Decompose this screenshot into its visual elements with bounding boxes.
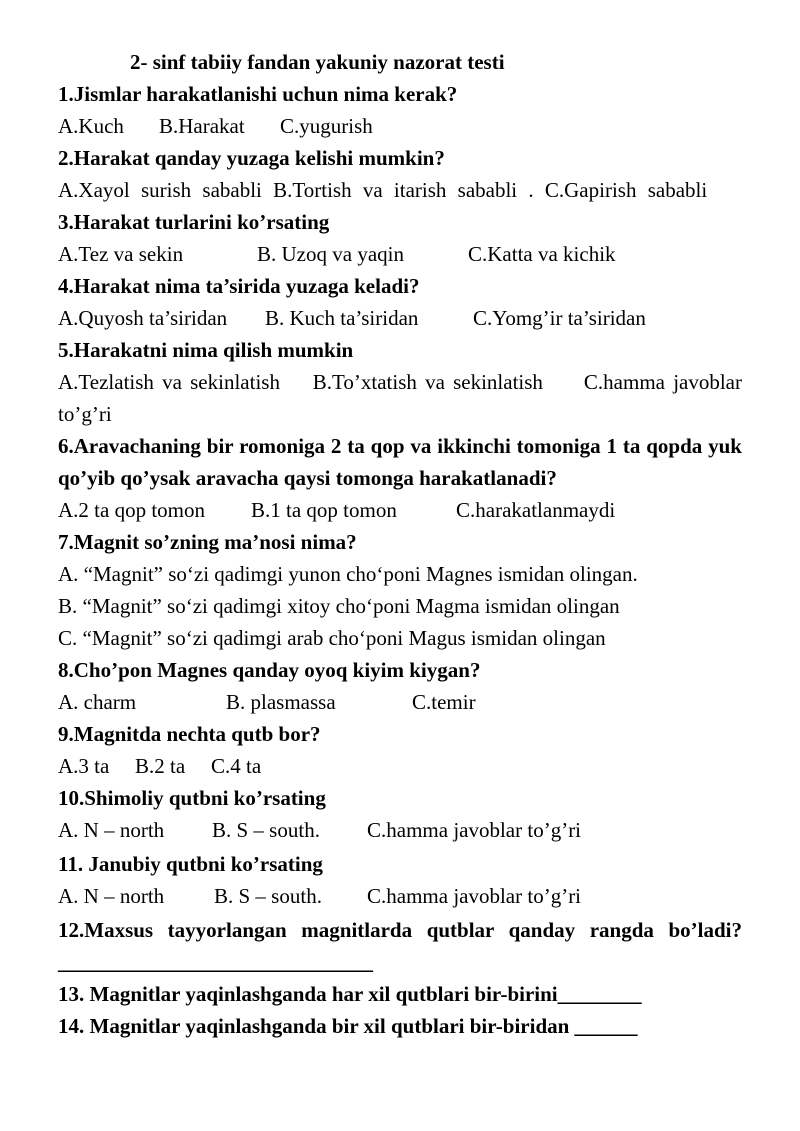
option-3a: A.Tez va sekin bbox=[58, 242, 184, 266]
question-12: 12.Maxsus tayyorlangan magnitlarda qutblar qanday rangda bo’ladi?______________________________ bbox=[58, 918, 742, 974]
answers-1 bbox=[58, 110, 742, 142]
option-8b: B. plasmassa bbox=[226, 690, 336, 714]
option-10b: B. S – south. bbox=[212, 818, 320, 842]
option-1c: C.yugurish bbox=[280, 114, 373, 138]
question-2: 2.Harakat qanday yuzaga kelishi mumkin? bbox=[58, 146, 445, 170]
option-3c: C.Katta va kichik bbox=[468, 242, 616, 266]
question-8: 8.Cho’pon Magnes qanday oyoq kiyim kiygan? bbox=[58, 658, 481, 682]
question-6: 6.Aravachaning bir romoniga 2 ta qop va ikkinchi tomoniga 1 ta qopda yuk qo’yib qo’ysak aravacha qaysi tomonga harakatlanadi? bbox=[58, 434, 742, 490]
option-6a: A.2 ta qop tomon bbox=[58, 498, 205, 522]
option-1a: A.Kuch bbox=[58, 114, 124, 138]
question-1: 1.Jismlar harakatlanishi uchun nima kerak? bbox=[58, 82, 458, 106]
option-9b: B.2 ta bbox=[135, 754, 186, 778]
answers-4 bbox=[58, 302, 742, 334]
answers-8 bbox=[58, 686, 742, 718]
option-11c: C.hamma javoblar to’g’ri bbox=[367, 884, 582, 908]
question-13: 13. Magnitlar yaqinlashganda har xil qutblari bir-birini________ bbox=[58, 982, 642, 1006]
answer-7a: A. “Magnit” so‘zi qadimgi yunon cho‘poni Magnes ismidan olingan. bbox=[58, 562, 638, 586]
answers-5: A.Tezlatish va sekinlatish B.To’xtatish va sekinlatish C.hamma javoblar to’g’ri bbox=[58, 370, 748, 426]
question-11: 11. Janubiy qutbni ko’rsating bbox=[58, 852, 323, 876]
question-5: 5.Harakatni nima qilish mumkin bbox=[58, 338, 354, 362]
answers-6 bbox=[58, 494, 742, 526]
option-3b: B. Uzoq va yaqin bbox=[257, 242, 404, 266]
option-9c: C.4 ta bbox=[211, 754, 262, 778]
answers-9 bbox=[58, 750, 742, 782]
option-8a: A. charm bbox=[58, 690, 137, 714]
question-10: 10.Shimoliy qutbni ko’rsating bbox=[58, 786, 326, 810]
answers-11 bbox=[58, 880, 742, 912]
option-9a: A.3 ta bbox=[58, 754, 110, 778]
question-9: 9.Magnitda nechta qutb bor? bbox=[58, 722, 321, 746]
option-6b: B.1 ta qop tomon bbox=[251, 498, 397, 522]
option-4b: B. Kuch ta’siridan bbox=[265, 306, 419, 330]
option-1b: B.Harakat bbox=[159, 114, 245, 138]
question-14: 14. Magnitlar yaqinlashganda bir xil qutblari bir-biridan ______ bbox=[58, 1014, 638, 1038]
option-11a: A. N – north bbox=[58, 884, 165, 908]
document-title: 2- sinf tabiiy fandan yakuniy nazorat testi bbox=[130, 50, 505, 74]
answers-2: A.Xayol surish sababli B.Tortish va itarish sababli . C.Gapirish sababli bbox=[58, 178, 708, 202]
option-10c: C.hamma javoblar to’g’ri bbox=[367, 818, 582, 842]
option-6c: C.harakatlanmaydi bbox=[456, 498, 616, 522]
option-4c: C.Yomg’ir ta’siridan bbox=[473, 306, 646, 330]
question-7: 7.Magnit so’zning ma’nosi nima? bbox=[58, 530, 357, 554]
option-11b: B. S – south. bbox=[214, 884, 322, 908]
option-4a: A.Quyosh ta’siridan bbox=[58, 306, 228, 330]
test-document bbox=[58, 46, 748, 1042]
question-3: 3.Harakat turlarini ko’rsating bbox=[58, 210, 330, 234]
answer-7b: B. “Magnit” so‘zi qadimgi xitoy cho‘poni Magma ismidan olingan bbox=[58, 594, 620, 618]
answers-10 bbox=[58, 814, 742, 846]
question-4: 4.Harakat nima ta’sirida yuzaga keladi? bbox=[58, 274, 420, 298]
option-10a: A. N – north bbox=[58, 818, 165, 842]
answer-7c: C. “Magnit” so‘zi qadimgi arab cho‘poni Magus ismidan olingan bbox=[58, 626, 606, 650]
option-8c: C.temir bbox=[412, 690, 476, 714]
answers-3 bbox=[58, 238, 742, 270]
